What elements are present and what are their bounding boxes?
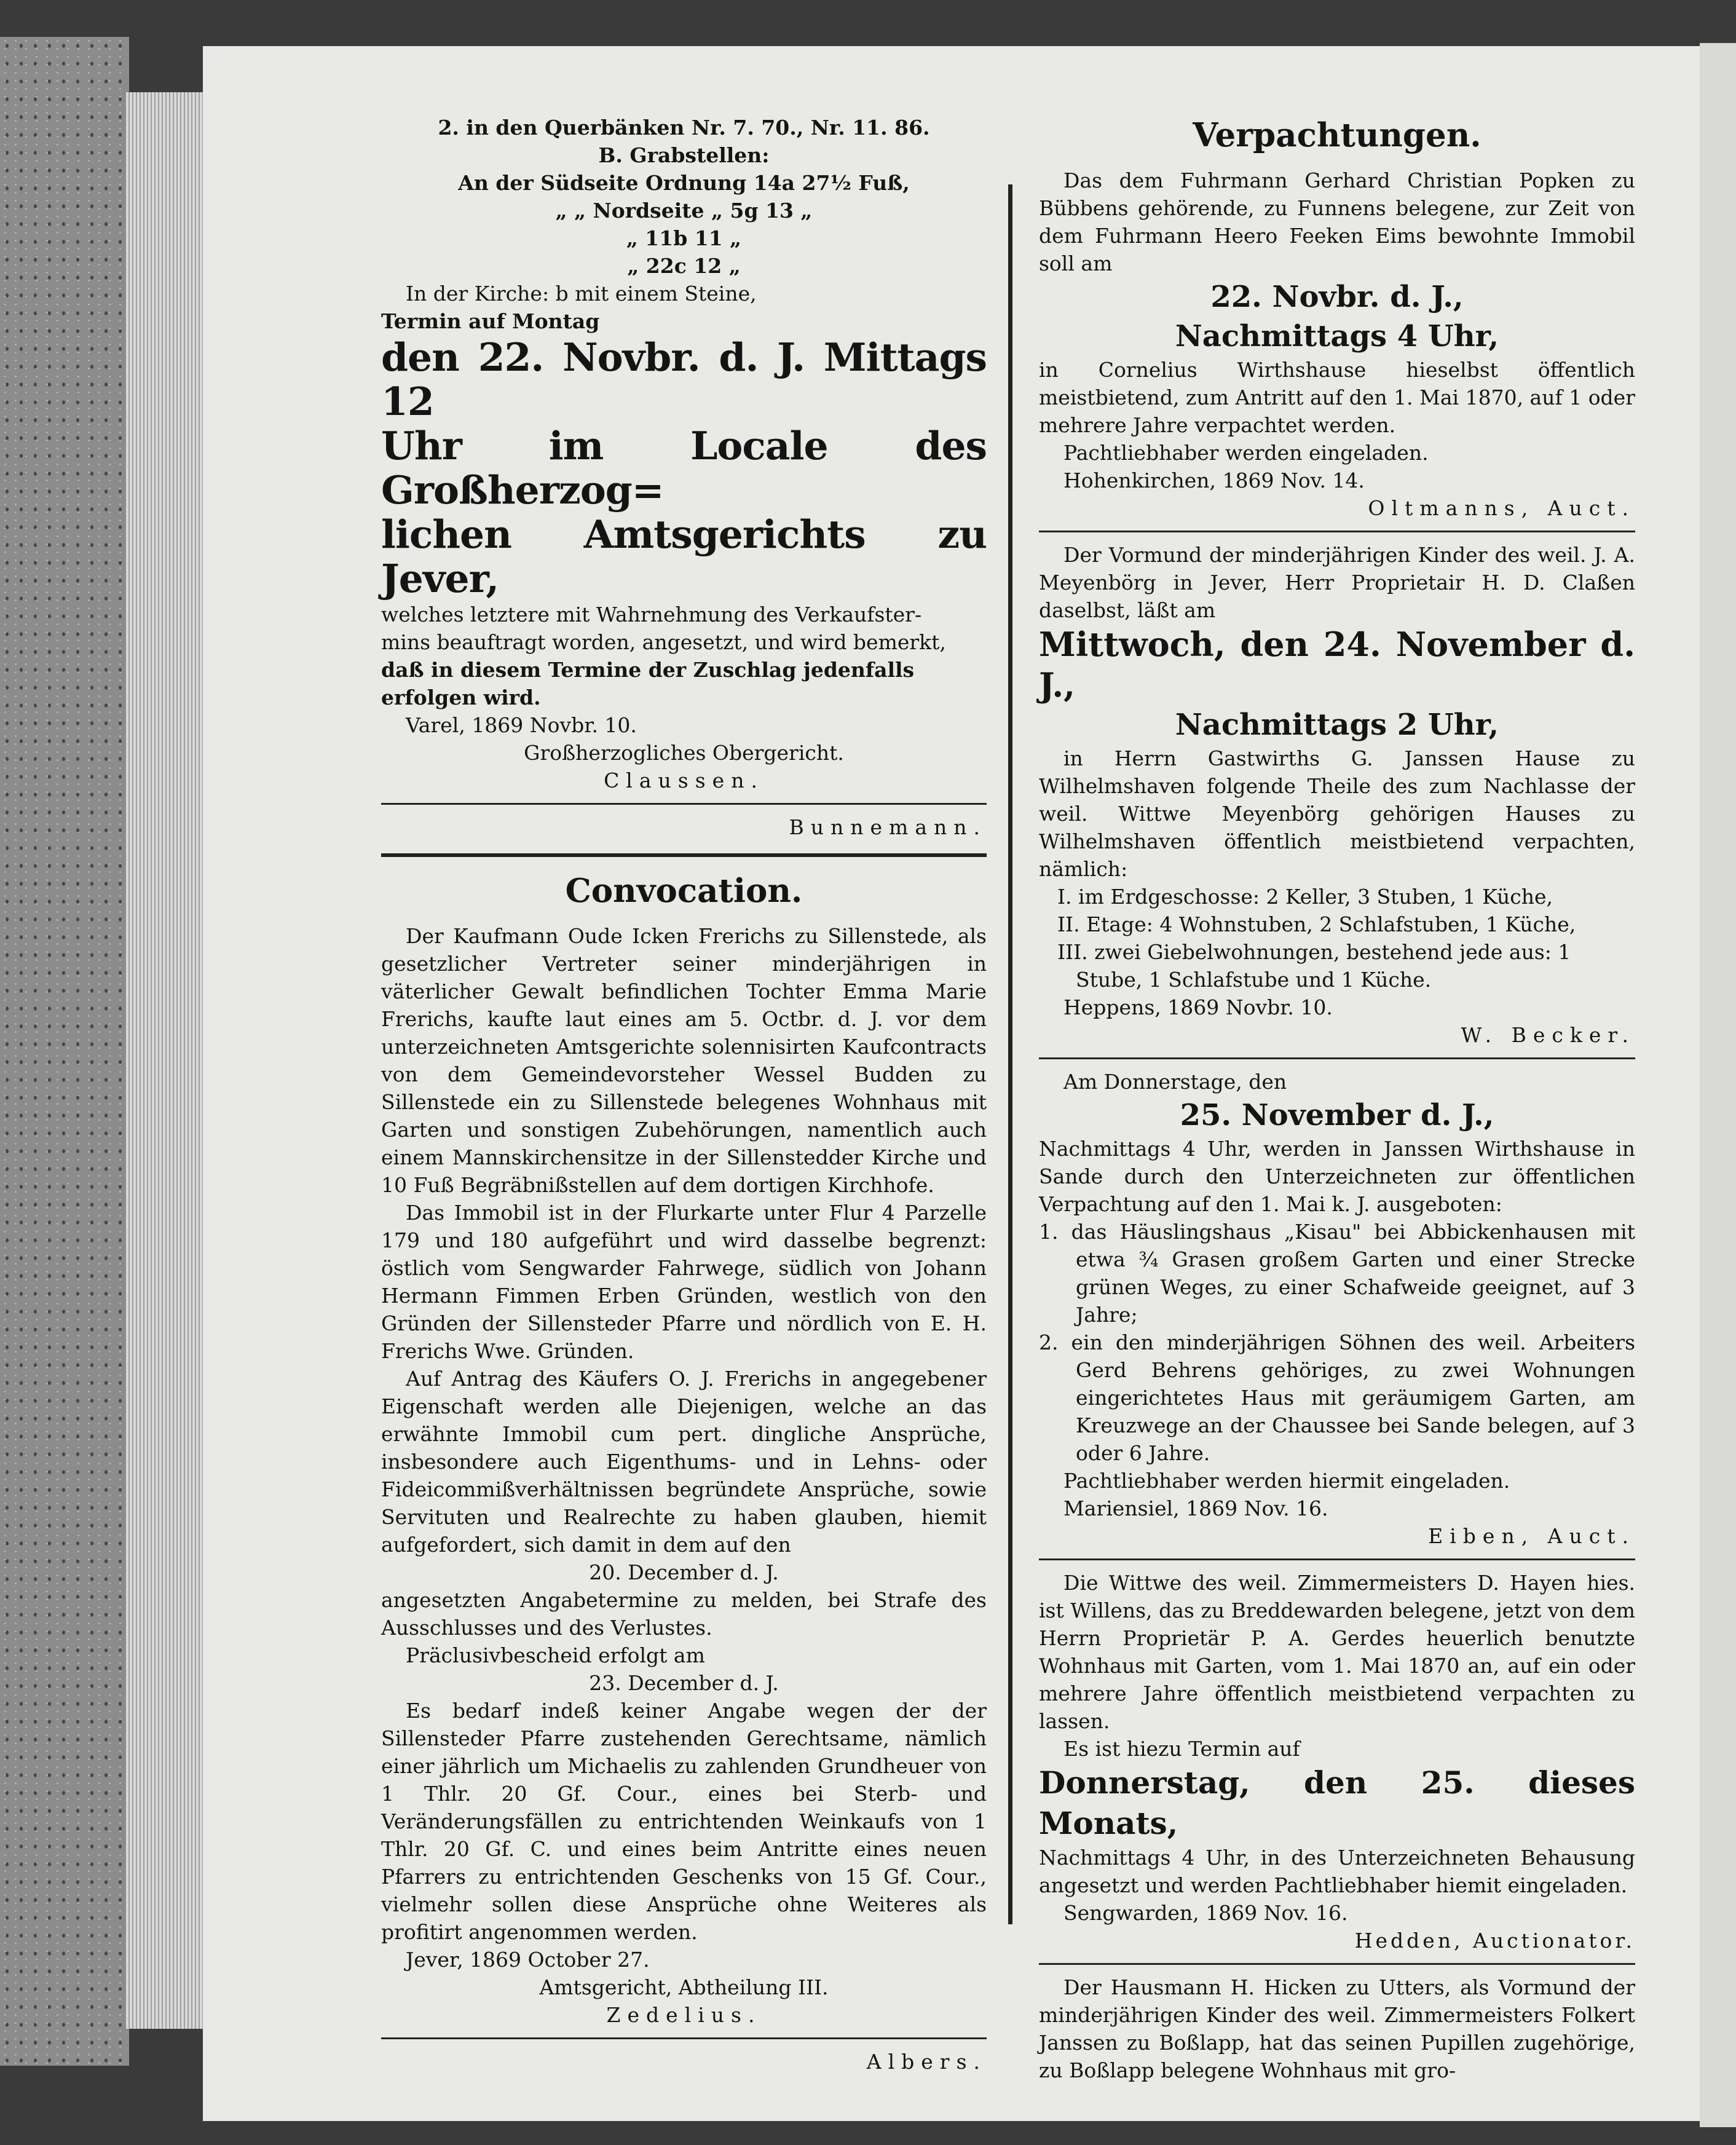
list-item: Stube, 1 Schlafstube und 1 Küche. xyxy=(1076,968,1432,992)
signature-albers: Albers. xyxy=(866,2050,987,2074)
notice1-invite: Pachtliebhaber werden eingeladen. xyxy=(1063,441,1429,465)
notice2-text: Der Vormund der minderjährigen Kinder des weil. J. A. Meyenbörg in Jever, Herr Proprietair H. D. Claßen daselbst, läßt am xyxy=(1039,543,1635,622)
notice4-signature: Hedden, Auctionator. xyxy=(1354,1929,1635,1953)
rule xyxy=(1039,531,1635,532)
convocation-place-date: Jever, 1869 October 27. xyxy=(406,1948,650,1972)
grave-heading: B. Grabstellen: xyxy=(598,143,770,167)
term-date-line-3: lichen Amtsgerichts zu Jever, xyxy=(381,512,987,601)
convocation-paragraph-2: Das Immobil ist in der Flurkarte unter Flur 4 Parzelle 179 und 180 aufgeführt und wird dasselbe begrenzt: östlich vom Sengwarder Fahrwege, südlich von Johann Hermann Fimmen Erben Gründen, westlich von den Gründen der Sillensteder Pfarre und nördlich von E. H. Frerichs Wwe. Gründen. xyxy=(381,1201,987,1363)
convocation-paragraph-4: angesetzten Angabetermine zu melden, bei Strafe des Ausschlusses und des Verlustes. xyxy=(381,1588,987,1640)
term-line: Termin auf Montag xyxy=(381,309,600,333)
notice-text-2: mins beauftragt worden, angesetzt, und wird bemerkt, xyxy=(381,630,946,654)
grave-line-south: An der Südseite Ordnung 14a 27½ Fuß, xyxy=(458,171,910,195)
section-rule xyxy=(381,853,987,857)
list-item: II. Etage: 4 Wohnstuben, 2 Schlafstuben, 1 Küche, xyxy=(1057,912,1576,936)
notice3-date: 25. November d. J., xyxy=(1180,1098,1494,1132)
place-date: Varel, 1869 Novbr. 10. xyxy=(406,713,637,737)
rule xyxy=(381,2037,987,2039)
notice1-body: in Cornelius Wirthshause hieselbst öffentlich meistbietend, zum Antritt auf den 1. Mai 1870, auf 1 oder mehrere Jahre verpachtet werden. xyxy=(1039,358,1635,437)
notice4-term: Es ist hiezu Termin auf xyxy=(1063,1737,1300,1761)
notice2-signature: W. Becker. xyxy=(1461,1023,1635,1047)
convocation-heading: Convocation. xyxy=(565,872,803,910)
notice1-date: 22. Novbr. d. J., xyxy=(1210,280,1464,314)
notice3-text: Am Donnerstage, den xyxy=(1063,1070,1287,1094)
notice2-body: in Herrn Gastwirths G. Janssen Hause zu Wilhelmshaven folgende Theile des zum Nachlasse der weil. Wittwe Meyenbörg gehörigen Hauses zu Wilhelmshaven öffentlich meistbietend verpachten, nämlich: xyxy=(1039,746,1635,881)
notice2-time: Nachmittags 2 Uhr, xyxy=(1175,708,1499,742)
notice4-body: Nachmittags 4 Uhr, in des Unterzeichneten Behausung angesetzt und werden Pachtliebhaber hiemit eingeladen. xyxy=(1039,1846,1635,1897)
right-column xyxy=(1039,114,1635,2084)
signature-bunnemann: Bunnemann. xyxy=(789,815,987,839)
verpachtungen-heading: Verpachtungen. xyxy=(1193,116,1482,154)
rule xyxy=(1039,1963,1635,1965)
notice5-text: Der Hausmann H. Hicken zu Utters, als Vormund der minderjährigen Kinder des weil. Zimmermeisters Folkert Janssen zu Boßlapp, hat das seinen Pupillen zugehörige, zu Boßlapp belegene Wohnhaus mit gro- xyxy=(1039,1975,1635,2082)
rule xyxy=(1039,1057,1635,1059)
list-item: III. zwei Giebelwohnungen, bestehend jede aus: 1 xyxy=(1057,940,1571,964)
convocation-paragraph-5: Präclusivbescheid erfolgt am xyxy=(406,1643,705,1667)
notice3-signature: Eiben, Auct. xyxy=(1428,1524,1635,1548)
court-name: Großherzogliches Obergericht. xyxy=(524,741,844,765)
notice1-signature: Oltmanns, Auct. xyxy=(1368,496,1635,520)
notice3-invite: Pachtliebhaber werden hiermit eingeladen. xyxy=(1063,1469,1510,1493)
notice2-date: Mittwoch, den 24. November d. J., xyxy=(1039,625,1635,705)
notice1-text: Das dem Fuhrmann Gerhard Christian Popken zu Bübbens gehörende, zu Funnens belegene, zur Zeit von dem Fuhrmann Heero Feeken Eims bewohnte Immobil soll am xyxy=(1039,168,1635,275)
church-line: In der Kirche: b mit einem Steine, xyxy=(406,282,757,306)
convocation-date-2: 23. December d. J. xyxy=(589,1671,779,1695)
rule xyxy=(1039,1558,1635,1560)
grave-line-11b: „ 11b 11 „ xyxy=(626,226,742,250)
convocation-paragraph-3: Auf Antrag des Käufers O. J. Frerichs in angegebener Eigenschaft werden alle Diejenigen, welche an das erwähnte Immobil cum pert. dingliche Ansprüche, insbesondere auch Eigenthums- und in Lehns- oder Fideicommißverhältnissen begründete Ansprüche, sowie Servituten und Realrechte zu haben glauben, hiemit aufgefordert, sich damit in dem auf den xyxy=(381,1367,987,1557)
book-page-edges xyxy=(126,92,209,2029)
notice-text-4: erfolgen wird. xyxy=(381,685,541,709)
notice4-text: Die Wittwe des weil. Zimmermeisters D. Hayen hies. ist Willens, das zu Breddewarden belegene, jetzt von dem Herrn Proprietär P. A. Gerdes heuerlich benutzte Wohnhaus mit Garten, vom 1. Mai 1870 an, auf ein oder mehrere Jahre öffentlich meistbietend verpachten zu lassen. xyxy=(1039,1571,1635,1733)
notice4-place-date: Sengwarden, 1869 Nov. 16. xyxy=(1063,1901,1348,1925)
notice3-body: Nachmittags 4 Uhr, werden in Janssen Wirthshause in Sande durch den Unterzeichneten zur öffentlichen Verpachtung auf den 1. Mai k. J. ausgeboten: xyxy=(1039,1137,1635,1216)
signature-zedelius: Zedelius. xyxy=(606,2003,762,2027)
notice3-place-date: Mariensiel, 1869 Nov. 16. xyxy=(1063,1496,1328,1520)
notice-text-3: daß in diesem Termine der Zuschlag jedenfalls xyxy=(381,658,915,682)
notice1-place-date: Hohenkirchen, 1869 Nov. 14. xyxy=(1063,468,1365,492)
list-item: 2. ein den minderjährigen Söhnen des weil. Arbeiters Gerd Behrens gehöriges, zu zwei Wohnungen eingerichtetes Haus mit geräumigem Garten, am Kreuzwege an der Chaussee bei Sande belegen, auf 3 oder 6 Jahre. xyxy=(1039,1330,1635,1465)
facing-page-edge xyxy=(1700,43,1736,2127)
signature-claussen: Claussen. xyxy=(604,768,764,792)
list-item: 1. das Häuslingshaus „Kisau" bei Abbickenhausen mit etwa ¾ Grasen großem Garten und einer Strecke grünen Weges, zu einer Schafweide geeignet, auf 3 Jahre; xyxy=(1039,1220,1635,1327)
left-column xyxy=(381,114,987,2076)
convocation-date-1: 20. December d. J. xyxy=(589,1560,779,1584)
convocation-paragraph-6: Es bedarf indeß keiner Angabe wegen der der Sillensteder Pfarre zustehenden Gerechtsame, nämlich einer jährlich um Michaelis zu zahlenden Grundheuer von 1 Thlr. 20 Gf. Cour., eines bei Sterb- und Veränderungsfällen zu entrichtenden Weinkaufs von 1 Thlr. 20 Gf. C. und eines beim Antritte eines neuen Pfarrers zu entrichtenden Geschenks von 15 Gf. Cour., vielmehr sollen diese Ansprüche ohne Weiteres als profitirt angenommen werden. xyxy=(381,1699,987,1944)
notice1-time: Nachmittags 4 Uhr, xyxy=(1175,319,1499,354)
notice3-list xyxy=(1039,1218,1635,1467)
term-date-line-1: den 22. Novbr. d. J. Mittags 12 xyxy=(381,334,987,424)
convocation-court: Amtsgericht, Abtheilung III. xyxy=(539,1975,829,1999)
column-divider xyxy=(1008,184,1012,1924)
term-date-line-2: Uhr im Locale des Großherzog= xyxy=(381,423,987,513)
pew-line: 2. in den Querbänken Nr. 7. 70., Nr. 11. 86. xyxy=(438,116,930,140)
notice4-date: Donnerstag, den 25. dieses Monats, xyxy=(1039,1764,1635,1841)
grave-line-22c: „ 22c 12 „ xyxy=(627,254,741,278)
notice2-list xyxy=(1039,883,1635,993)
convocation-paragraph-1: Der Kaufmann Oude Icken Frerichs zu Sillenstede, als gesetzlicher Vertreter seiner minderjährigen in väterlicher Gewalt befindlichen Tochter Emma Marie Frerichs, kaufte laut eines am 5. Octbr. d. J. vor dem unterzeichneten Amtsgerichte solennisirten Kaufcontracts von dem Gemeindevorsteher Wessel Budden zu Sillenstede ein zu Sillenstede belegenes Wohnhaus mit Garten und sonstigen Zubehörungen, namentlich auch einem Mannskirchensitze in der Sillenstedder Kirche und 10 Fuß Begräbnißstellen auf dem dortigen Kirchhofe. xyxy=(381,924,987,1197)
rule xyxy=(381,803,987,805)
list-item: I. im Erdgeschosse: 2 Keller, 3 Stuben, 1 Küche, xyxy=(1057,885,1553,909)
notice2-place-date: Heppens, 1869 Novbr. 10. xyxy=(1063,995,1333,1019)
notice-text-1: welches letztere mit Wahrnehmung des Verkaufster- xyxy=(381,602,922,626)
grave-line-north: „ „ Nordseite „ 5g 13 „ xyxy=(555,199,813,223)
book-cover-edge xyxy=(0,37,129,2066)
